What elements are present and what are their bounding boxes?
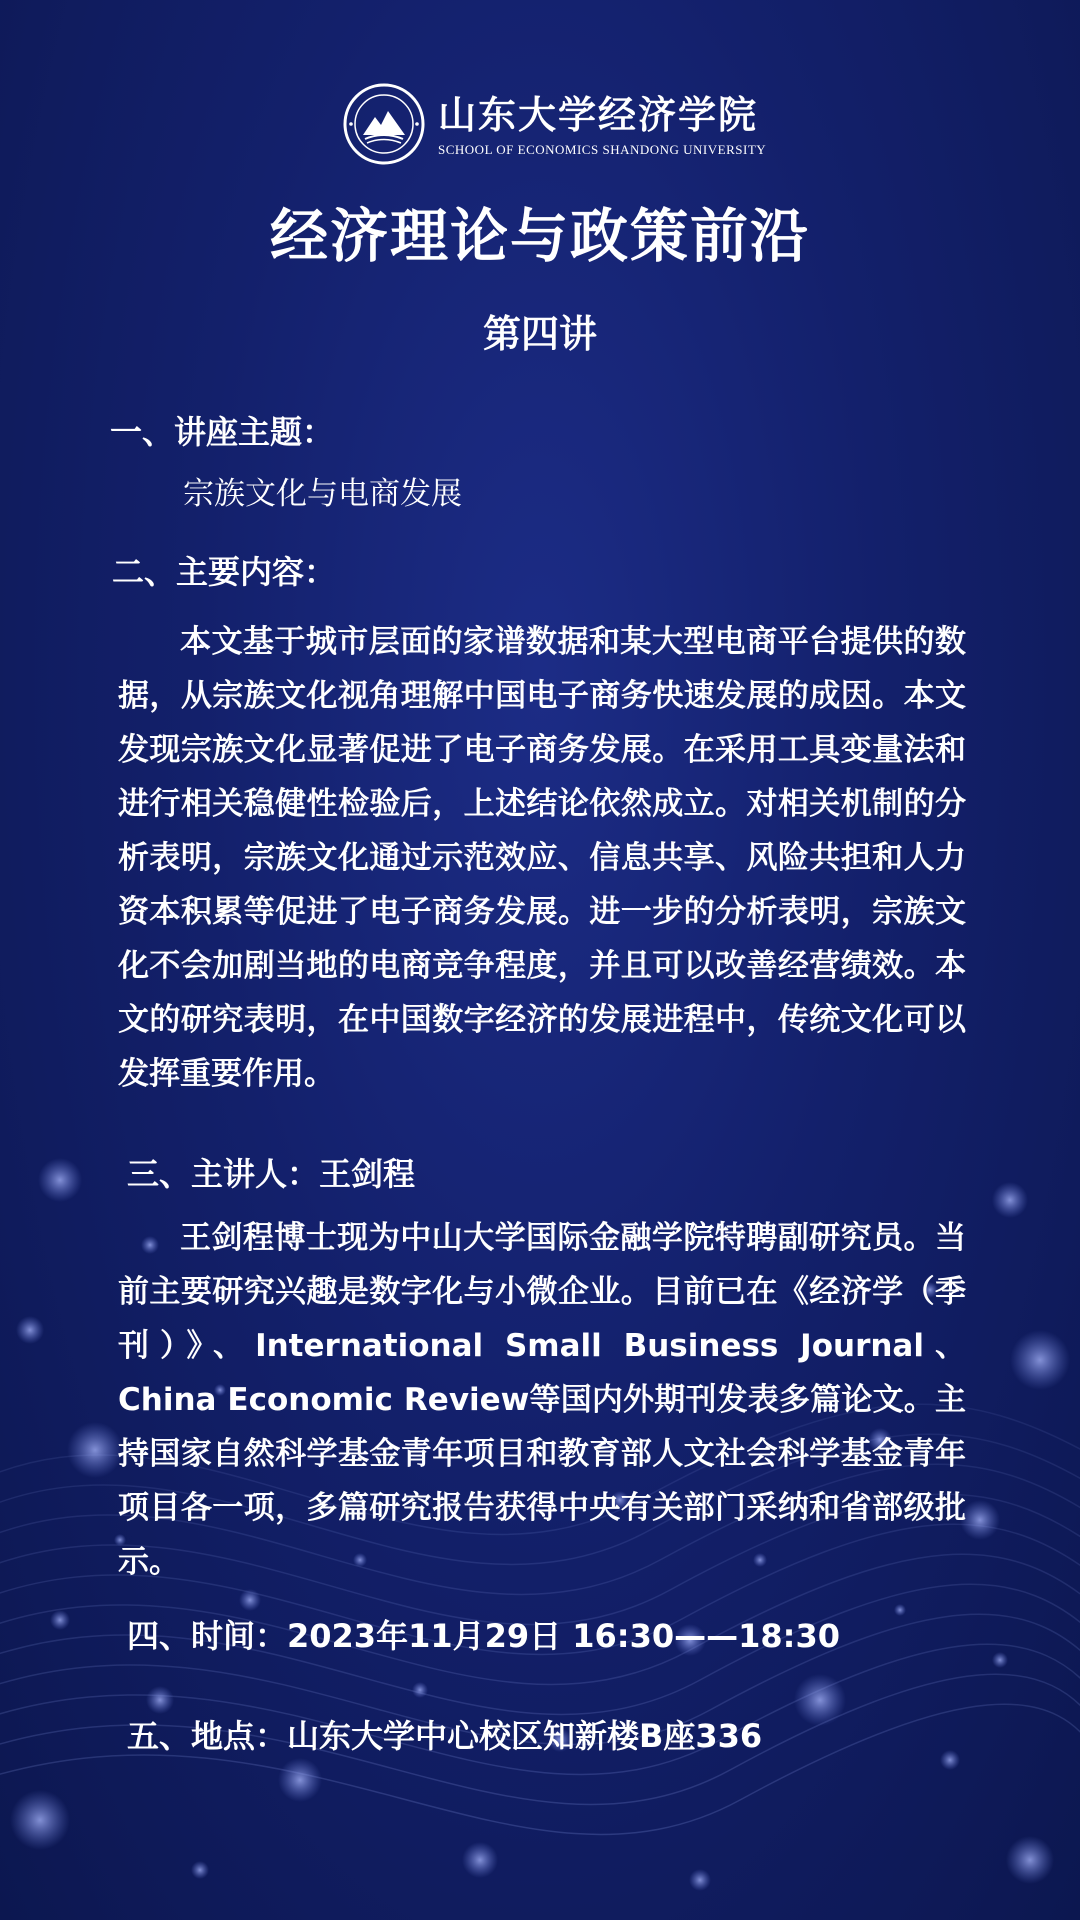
university-seal-icon: [343, 83, 425, 165]
school-logo: [343, 80, 767, 170]
lecture-series-title: 经济理论与政策前沿: [269, 202, 810, 270]
content-heading: 二、主要内容：: [112, 553, 337, 591]
content-paragraph: 本文基于城市层面的家谱数据和某大型电商平台提供的数据，从宗族文化视角理解中国电子商务快速发展的成因。本文发现宗族文化显著促进了电子商务发展。在采用工具变量法和进行相关稳健性检验后，上述结论依然成立。对相关机制的分析表明，宗族文化通过示范效应、信息共享、风险共担和人力资本积累等促进了电子商务发展。进一步的分析表明，宗族文化不会加剧当地的电商竞争程度，并且可以改善经营绩效。本文的研究表明，在中国数字经济的发展进程中，传统文化可以发挥重要作用。: [118, 624, 966, 1092]
speaker-paragraph: 王剑程博士现为中山大学国际金融学院特聘副研究员。当前主要研究兴趣是数字化与小微企业。目前已在《经济学（季刊）》、International Small Business Journal、China Economic Review等国内外期刊发表多篇论文。主持国家自然科学基金青年项目和教育部人文社会科学基金青年项目各一项，多篇研究报告获得中央有关部门采纳和省部级批示。: [118, 1220, 966, 1580]
location-line: 五、地点：山东大学中心校区知新楼B座336: [127, 1717, 763, 1755]
time-line: 四、时间：2023年11月29日 16:30——18:30: [127, 1617, 840, 1655]
lecture-number: 第四讲: [482, 311, 597, 356]
topic-text: 宗族文化与电商发展: [183, 476, 462, 512]
logo-school-name-en: SCHOOL OF ECONOMICS SHANDONG UNIVERSITY: [438, 142, 767, 157]
speaker-heading: 三、主讲人：王剑程: [127, 1155, 416, 1193]
topic-heading: 一、讲座主题：: [110, 413, 335, 451]
logo-school-name-cn: 山东大学经济学院: [438, 92, 759, 137]
